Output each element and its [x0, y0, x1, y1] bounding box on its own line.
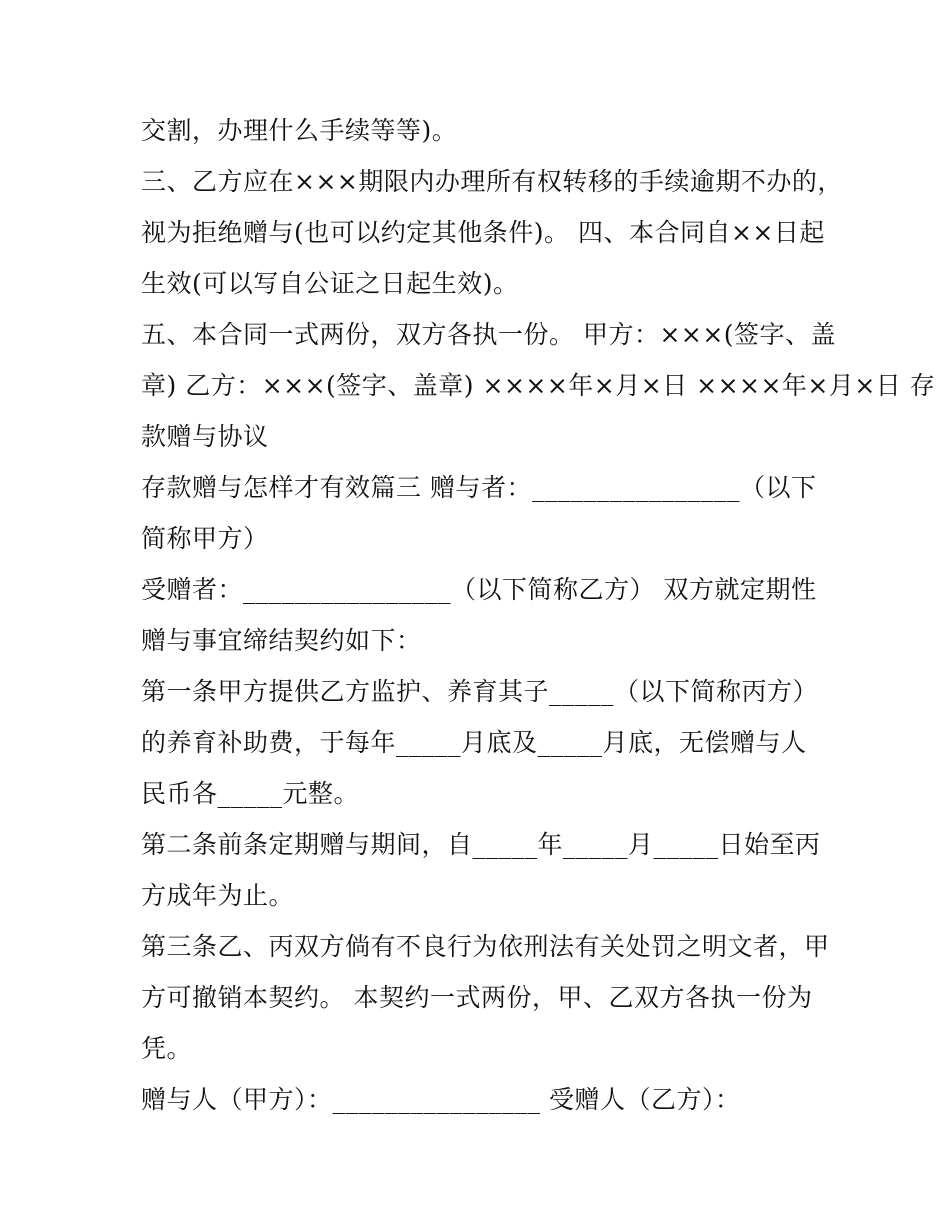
- text-line: 的养育补助费，于每年_____月底及_____月底，无偿赠与人: [141, 728, 807, 757]
- text-line: 方成年为止。: [141, 881, 295, 910]
- text-line: 三、乙方应在×××期限内办理所有权转移的手续逾期不办的，: [141, 167, 843, 196]
- text-line: 赠与人（甲方）：________________ 受赠人（乙方）：: [141, 1085, 741, 1114]
- text-line: 方可撤销本契约。 本契约一式两份，甲、乙双方各执一份为: [141, 983, 813, 1012]
- text-line: 视为拒绝赠与(也可以约定其他条件)。 四、本合同自××日起: [141, 218, 825, 247]
- text-line: 生效(可以写自公证之日起生效)。: [141, 269, 519, 298]
- text-line: 章) 乙方：×××(签字、盖章) ××××年×月×日 ××××年×月×日 存: [141, 371, 936, 400]
- text-line: 款赠与协议: [141, 422, 269, 451]
- text-line: 第一条甲方提供乙方监护、养育其子_____（以下简称丙方）: [141, 677, 819, 706]
- text-line: 赠与事宜缔结契约如下：: [141, 626, 422, 655]
- text-line: 第二条前条定期赠与期间，自_____年_____月_____日始至丙: [141, 830, 821, 859]
- document-body: [141, 105, 936, 1125]
- text-line: 第三条乙、丙双方倘有不良行为依刑法有关处罚之明文者，甲: [141, 932, 830, 961]
- text-line: 凭。: [141, 1034, 193, 1063]
- text-line: 五、本合同一式两份，双方各执一份。 甲方：×××(签字、盖: [141, 320, 837, 349]
- text-line: 民币各_____元整。: [141, 779, 360, 808]
- text-line: 简称甲方）: [141, 524, 269, 553]
- text-line: 交割，办理什么手续等等)。: [141, 116, 458, 145]
- text-line: 存款赠与怎样才有效篇三 赠与者：________________（以下: [141, 473, 817, 502]
- text-line: 受赠者：________________（以下简称乙方） 双方就定期性: [141, 575, 817, 604]
